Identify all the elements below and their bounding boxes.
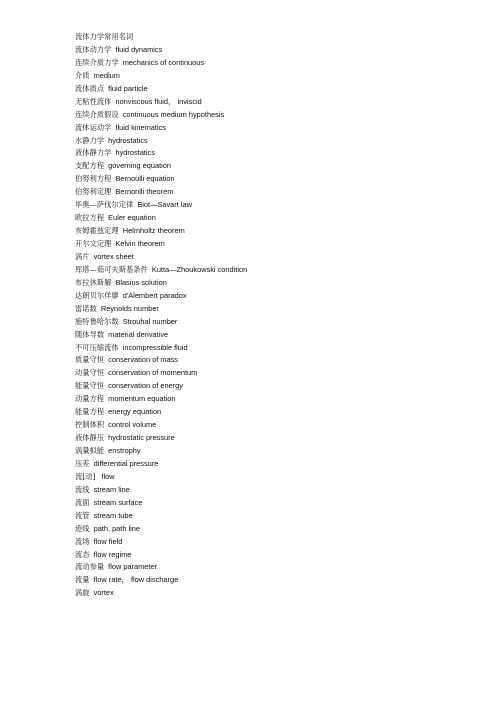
term-english: Kelvin theorem — [115, 239, 165, 248]
term-chinese: 库塔—茹可夫斯基条件 — [75, 264, 148, 274]
term-english: Bernoulli equation — [115, 174, 175, 184]
term-chinese: 流体质点 — [75, 83, 105, 93]
document-title — [75, 31, 247, 44]
term-chinese: 液体静压 — [75, 433, 105, 443]
term-row — [75, 238, 247, 251]
term-chinese: 流[动] — [75, 471, 96, 481]
term-chinese: 流场 — [75, 536, 90, 546]
term-chinese: 伯努利方程 — [75, 174, 112, 184]
term-row — [75, 186, 247, 199]
term-row — [75, 173, 247, 186]
term-row — [75, 419, 247, 432]
term-chinese: 流面 — [75, 497, 90, 507]
term-english: control volume — [108, 420, 157, 430]
term-english: flow rate， flow discharge — [93, 575, 179, 585]
term-english: flow — [99, 471, 115, 481]
term-row — [75, 199, 247, 212]
term-row — [75, 380, 247, 393]
term-english: energy equation — [108, 407, 162, 417]
document-title-text: 流体力学常用名词 — [75, 32, 134, 41]
term-english: vortex — [93, 588, 114, 598]
term-row — [75, 523, 247, 536]
term-english: stream line — [93, 484, 130, 494]
term-chinese: 能量守恒 — [75, 381, 105, 391]
term-english: path, path line — [93, 523, 141, 533]
term-chinese: 连续介质假设 — [75, 109, 119, 119]
term-english: Kutta—Zhoukowski condition — [151, 264, 248, 274]
term-row — [75, 510, 247, 523]
term-list — [75, 31, 247, 600]
term-row — [75, 329, 247, 342]
term-english: stream surface — [93, 497, 143, 507]
term-chinese: 欧拉方程 — [75, 213, 105, 223]
term-row — [75, 432, 247, 445]
term-english: flow regime — [93, 549, 132, 559]
term-row — [75, 147, 247, 160]
term-row — [75, 225, 247, 238]
term-english: hydrostatics — [108, 135, 148, 145]
term-row — [75, 445, 247, 458]
term-english: flow field — [93, 536, 123, 546]
term-row — [75, 458, 247, 471]
term-chinese: 流体动力学 — [75, 44, 112, 54]
term-row — [75, 406, 247, 419]
term-row — [75, 303, 247, 316]
term-row — [75, 57, 247, 70]
term-row — [75, 83, 247, 96]
term-english: material derivative — [108, 329, 169, 339]
term-chinese: 涡量拟能 — [75, 446, 105, 455]
term-chinese: 流线 — [75, 484, 90, 494]
term-row — [75, 96, 247, 109]
term-chinese: 亥姆霍兹定理 — [75, 226, 119, 236]
term-chinese: 液体静力学 — [75, 148, 112, 158]
term-row — [75, 561, 247, 574]
term-english: Blasius solution — [115, 277, 167, 287]
term-chinese: 动量守恒 — [75, 368, 105, 378]
term-chinese: 达朗贝尔佯廖 — [75, 290, 119, 300]
term-english: nonviscous fluid， inviscid — [115, 96, 202, 106]
term-chinese: 压差 — [75, 458, 90, 468]
term-row — [75, 44, 247, 57]
term-chinese: 涡片 — [75, 251, 90, 261]
term-english: d'Alembert paradox — [122, 290, 187, 300]
term-row — [75, 484, 247, 497]
term-english: Helmholtz theorem — [122, 226, 185, 236]
term-chinese: 无粘性流体 — [75, 96, 112, 106]
term-english: Strouhal number — [122, 316, 178, 326]
term-row — [75, 497, 247, 510]
term-chinese: 雷诺数 — [75, 303, 97, 313]
term-chinese: 流体运动学 — [75, 122, 112, 132]
term-chinese: 流量 — [75, 575, 90, 585]
term-row — [75, 160, 247, 173]
term-row — [75, 536, 247, 549]
term-english: governing equation — [108, 161, 172, 171]
term-english: Reynolds number — [100, 303, 159, 313]
term-english: conservation of mass — [108, 355, 178, 365]
term-english: vortex sheet — [93, 251, 134, 261]
term-chinese: 迹线 — [75, 523, 90, 533]
term-row — [75, 70, 247, 83]
term-row — [75, 264, 247, 277]
term-chinese: 流管 — [75, 510, 90, 520]
term-row — [75, 109, 247, 122]
term-row — [75, 251, 247, 264]
term-english: momentum equation — [108, 394, 176, 404]
term-row — [75, 574, 247, 587]
term-english: conservation of momentum — [108, 368, 198, 378]
term-row — [75, 587, 247, 600]
term-english: fluid kinematics — [115, 122, 166, 132]
term-chinese: 不可压缩流体 — [75, 342, 119, 352]
term-row — [75, 212, 247, 225]
term-chinese: 动量方程 — [75, 394, 105, 404]
term-row — [75, 135, 247, 148]
term-english: medium — [93, 70, 120, 80]
term-row — [75, 342, 247, 355]
term-chinese: 支配方程 — [75, 161, 105, 171]
term-chinese: 布拉休斯解 — [75, 277, 112, 287]
term-chinese: 连续介质力学 — [75, 57, 119, 67]
term-row — [75, 277, 247, 290]
term-row — [75, 316, 247, 329]
term-chinese: 控制体积 — [75, 420, 105, 430]
term-chinese: 流动参量 — [75, 562, 105, 572]
term-row — [75, 393, 247, 406]
term-chinese: 涡旋 — [75, 588, 90, 598]
term-chinese: 质量守恒 — [75, 355, 105, 365]
term-chinese: 伯努利定理 — [75, 187, 112, 197]
term-english: Bernonlli theorem — [115, 187, 174, 197]
term-chinese: 水静力学 — [75, 135, 105, 145]
term-row — [75, 290, 247, 303]
term-chinese: 介质 — [75, 70, 90, 80]
term-english: differential pressure — [93, 458, 159, 468]
term-english: mechanics of continuous — [122, 57, 205, 67]
term-english: hydrostatics — [115, 148, 155, 158]
term-english: fluid dynamics — [115, 44, 163, 54]
term-row — [75, 367, 247, 380]
term-row — [75, 471, 247, 484]
term-chinese: 毕奥—萨伐尔定律 — [75, 200, 134, 210]
term-english: Euler equation — [108, 213, 156, 223]
term-english: Biot—Savart law — [137, 200, 192, 210]
term-row — [75, 354, 247, 367]
term-english: fluid particle — [108, 83, 148, 93]
term-row — [75, 122, 247, 135]
term-english: continuous medium hypothesis — [122, 109, 225, 119]
term-chinese: 开尔文定理 — [75, 239, 112, 248]
term-english: enstrophy — [108, 446, 141, 455]
term-english: flow parameter — [108, 562, 158, 572]
term-chinese: 随体导数 — [75, 329, 105, 339]
term-chinese: 施特鲁哈尔数 — [75, 316, 119, 326]
term-english: hydrostatic pressure — [108, 433, 175, 443]
term-chinese: 流态 — [75, 549, 90, 559]
term-english: incompressible fluid — [122, 342, 188, 352]
term-english: conservation of energy — [108, 381, 183, 391]
term-chinese: 能量方程 — [75, 407, 105, 417]
term-english: stream tube — [93, 510, 133, 520]
term-row — [75, 549, 247, 562]
